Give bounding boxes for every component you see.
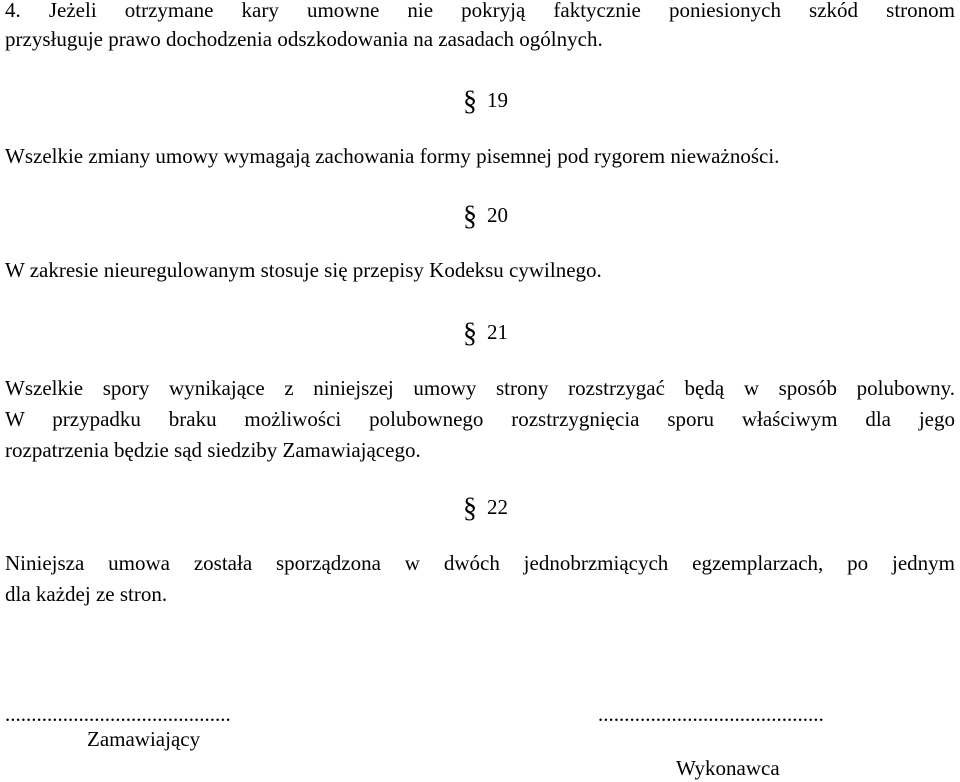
section-21-line-1: Wszelkie spory wynikające z niniejszej umowy strony rozstrzygać będą w sposób polubowny. — [5, 376, 955, 400]
section-sign: § — [463, 201, 477, 232]
signature-label-left: Zamawiający — [87, 727, 201, 751]
section-22-line-2: dla każdej ze stron. — [5, 582, 168, 606]
clause-4-line-2: przysługuje prawo dochodzenia odszkodowania na zasadach ogólnych. — [5, 27, 603, 51]
section-21-heading — [463, 318, 508, 349]
section-21-line-3: rozpatrzenia będzie sąd siedziby Zamawiającego. — [5, 438, 421, 462]
section-number: 19 — [487, 88, 508, 112]
section-number: 21 — [487, 320, 508, 344]
signature-label-right: Wykonawca — [676, 756, 780, 780]
section-sign: § — [463, 493, 477, 524]
signature-line-left: ........................................... — [5, 702, 231, 726]
section-number: 20 — [487, 203, 508, 227]
section-19-heading — [463, 86, 508, 117]
section-21-line-2: W przypadku braku możliwości polubownego rozstrzygnięcia sporu właściwym dla jego — [5, 407, 955, 431]
section-22-heading — [463, 493, 508, 524]
section-22-line-1: Niniejsza umowa została sporządzona w dwóch jednobrzmiących egzemplarzach, po jednym — [5, 551, 955, 575]
section-20-heading — [463, 201, 508, 232]
section-number: 22 — [487, 495, 508, 519]
section-sign: § — [463, 86, 477, 117]
clause-4-line-1: 4. Jeżeli otrzymane kary umowne nie pokryją faktycznie poniesionych szkód stronom — [5, 0, 955, 22]
section-sign: § — [463, 318, 477, 349]
section-20-text: W zakresie nieuregulowanym stosuje się przepisy Kodeksu cywilnego. — [5, 258, 602, 282]
section-19-text: Wszelkie zmiany umowy wymagają zachowania formy pisemnej pod rygorem nieważności. — [5, 144, 780, 168]
signature-line-right: ........................................... — [598, 702, 824, 726]
